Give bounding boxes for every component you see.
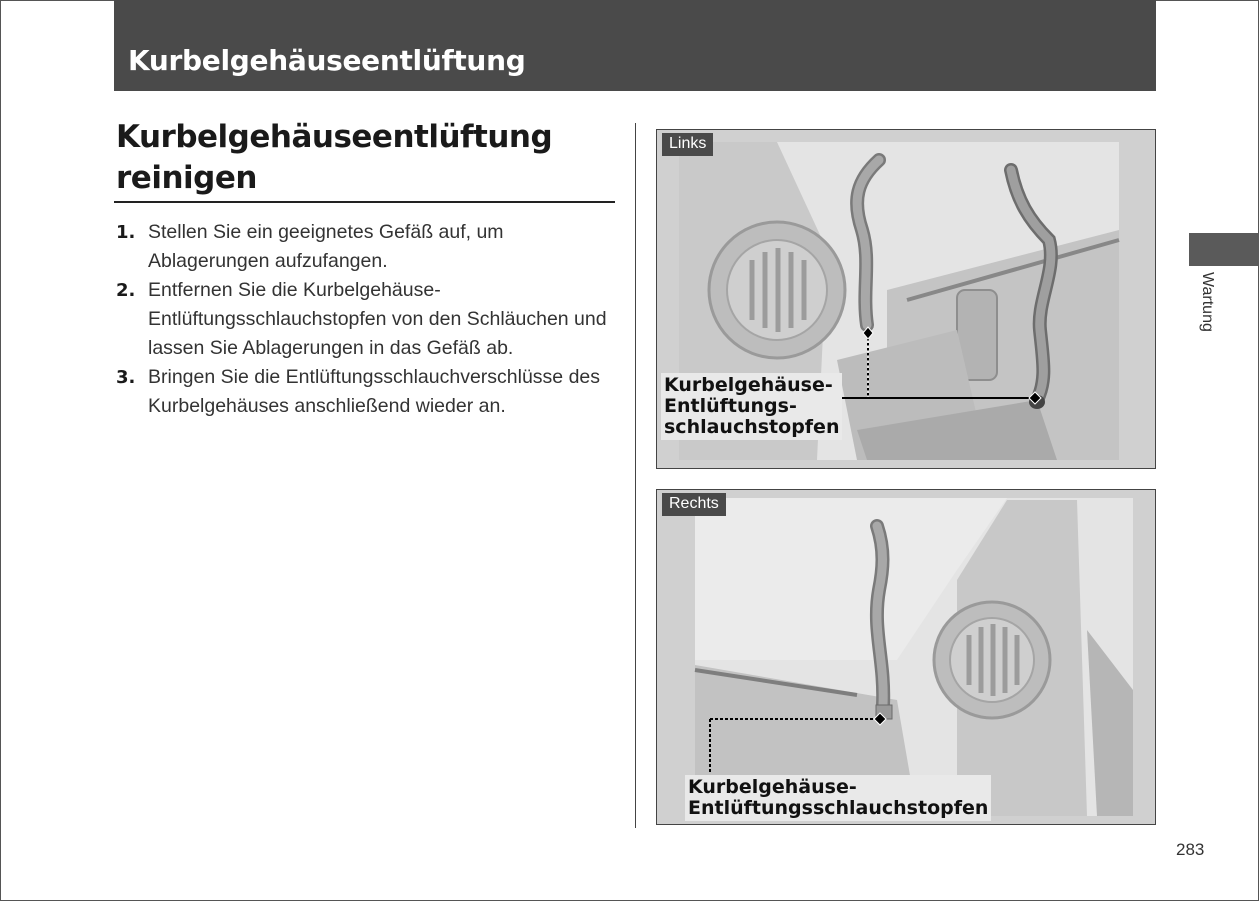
heading-underline <box>114 201 615 203</box>
chapter-header <box>114 0 1156 91</box>
step-number: 3. <box>116 367 136 388</box>
page-number: 283 <box>1176 840 1205 859</box>
callout-line: Kurbelgehäuse- <box>688 776 857 798</box>
figure-left-side <box>656 129 1156 469</box>
instruction-steps <box>116 218 616 421</box>
callout-line: Kurbelgehäuse- <box>664 374 833 396</box>
step-item <box>116 363 616 421</box>
step-item <box>116 276 616 363</box>
callout-line: Entlüftungsschlauchstopfen <box>688 797 989 819</box>
engine-illustration-right <box>657 490 1155 824</box>
callout-line: schlauchstopfen <box>664 416 840 438</box>
step-text: Stellen Sie ein geeignetes Gefäß auf, um Ablagerungen aufzufangen. <box>148 221 504 272</box>
figure-tag-right: Rechts <box>662 493 726 516</box>
step-number: 2. <box>116 280 136 301</box>
step-text: Bringen Sie die Entlüftungsschlauchverschlüsse des Kurbelgehäuses anschließend wieder an. <box>148 366 601 417</box>
callout-line: Entlüftungs- <box>664 395 797 417</box>
step-text: Entfernen Sie die Kurbelgehäuse-Entlüftungsschlauchstopfen von den Schläuchen und lassen Sie Ablagerungen in das Gefäß ab. <box>148 279 607 359</box>
chapter-title: Kurbelgehäuseentlüftung <box>128 44 526 77</box>
column-divider <box>635 123 636 828</box>
callout-label-left <box>661 373 842 440</box>
chapter-side-label: Wartung <box>1199 272 1216 332</box>
figure-tag-left: Links <box>662 133 713 156</box>
callout-label-right <box>685 775 991 821</box>
step-item <box>116 218 616 276</box>
section-heading: Kurbelgehäuseentlüftung reinigen <box>116 119 553 196</box>
chapter-side-tab[interactable] <box>1189 233 1259 266</box>
step-number: 1. <box>116 222 136 243</box>
figure-right-side <box>656 489 1156 825</box>
